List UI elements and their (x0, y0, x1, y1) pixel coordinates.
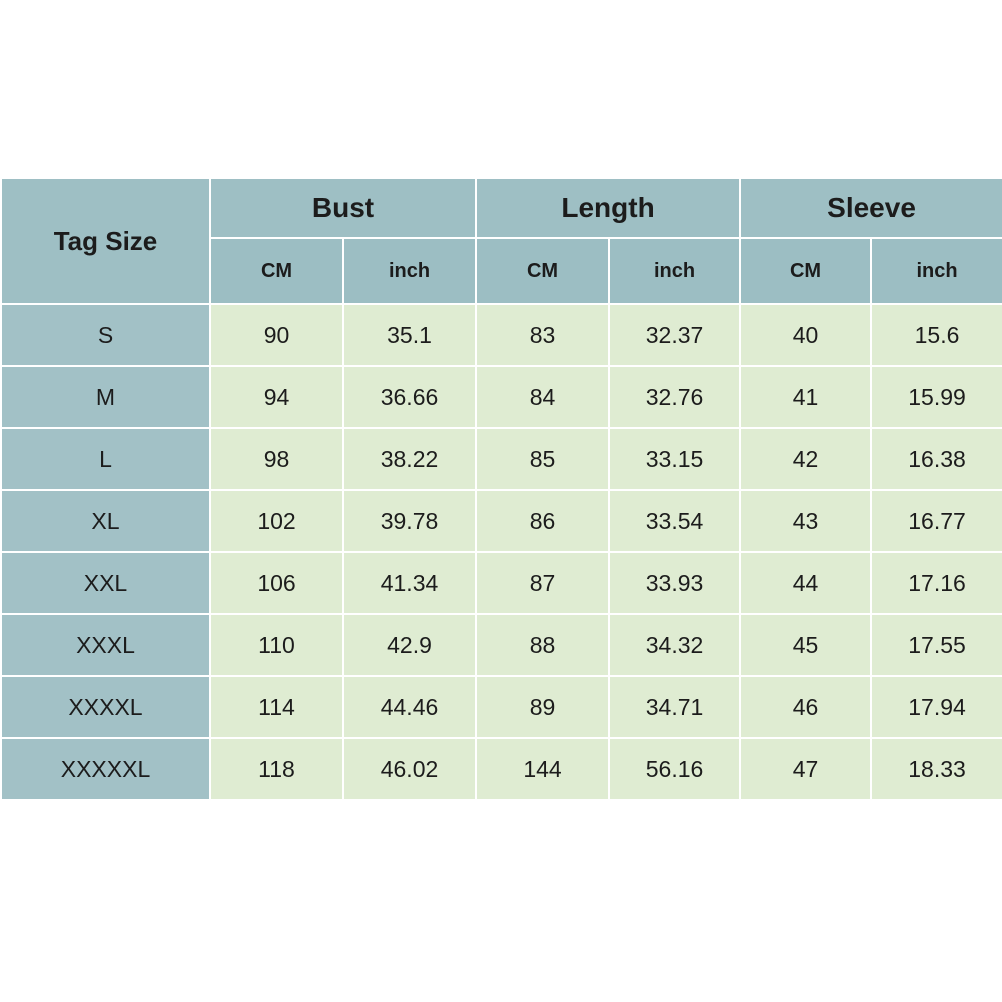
cell-sleeve-inch: 17.94 (871, 676, 1002, 738)
cell-length-inch: 33.15 (609, 428, 740, 490)
cell-sleeve-inch: 15.99 (871, 366, 1002, 428)
cell-bust-cm: 90 (210, 304, 343, 366)
table-row (1, 490, 1002, 552)
cell-bust-inch: 39.78 (343, 490, 476, 552)
cell-bust-inch: 35.1 (343, 304, 476, 366)
cell-sleeve-inch: 17.55 (871, 614, 1002, 676)
cell-bust-cm: 98 (210, 428, 343, 490)
cell-sleeve-cm: 42 (740, 428, 871, 490)
table-row (1, 366, 1002, 428)
cell-bust-cm: 106 (210, 552, 343, 614)
cell-bust-inch: 46.02 (343, 738, 476, 800)
table-row (1, 614, 1002, 676)
cell-bust-cm: 102 (210, 490, 343, 552)
cell-bust-cm: 94 (210, 366, 343, 428)
table-row (1, 304, 1002, 366)
group-header-length: Length (476, 178, 740, 238)
cell-length-cm: 86 (476, 490, 609, 552)
cell-bust-cm: 118 (210, 738, 343, 800)
cell-bust-inch: 36.66 (343, 366, 476, 428)
cell-sleeve-inch: 16.38 (871, 428, 1002, 490)
size-chart-container (0, 177, 1002, 801)
unit-header-sleeve-inch: inch (871, 238, 1002, 304)
cell-length-cm: 89 (476, 676, 609, 738)
cell-length-cm: 87 (476, 552, 609, 614)
row-size-label: M (1, 366, 210, 428)
row-size-label: S (1, 304, 210, 366)
table-row (1, 428, 1002, 490)
cell-sleeve-inch: 18.33 (871, 738, 1002, 800)
cell-bust-inch: 42.9 (343, 614, 476, 676)
cell-length-inch: 56.16 (609, 738, 740, 800)
cell-sleeve-cm: 43 (740, 490, 871, 552)
cell-length-inch: 33.54 (609, 490, 740, 552)
cell-length-inch: 33.93 (609, 552, 740, 614)
cell-length-inch: 32.37 (609, 304, 740, 366)
cell-length-cm: 144 (476, 738, 609, 800)
unit-header-bust-inch: inch (343, 238, 476, 304)
cell-length-inch: 32.76 (609, 366, 740, 428)
row-size-label: XXXXXL (1, 738, 210, 800)
cell-length-cm: 88 (476, 614, 609, 676)
cell-sleeve-cm: 46 (740, 676, 871, 738)
cell-bust-cm: 114 (210, 676, 343, 738)
row-size-label: XXXXL (1, 676, 210, 738)
table-row (1, 738, 1002, 800)
cell-length-cm: 83 (476, 304, 609, 366)
unit-header-bust-cm: CM (210, 238, 343, 304)
cell-bust-inch: 44.46 (343, 676, 476, 738)
tag-size-header: Tag Size (1, 178, 210, 304)
cell-sleeve-cm: 45 (740, 614, 871, 676)
unit-header-length-inch: inch (609, 238, 740, 304)
cell-bust-inch: 41.34 (343, 552, 476, 614)
cell-sleeve-cm: 44 (740, 552, 871, 614)
cell-bust-cm: 110 (210, 614, 343, 676)
group-header-bust: Bust (210, 178, 476, 238)
cell-length-inch: 34.71 (609, 676, 740, 738)
cell-length-cm: 84 (476, 366, 609, 428)
size-chart-table (0, 177, 1002, 801)
unit-header-length-cm: CM (476, 238, 609, 304)
table-row (1, 552, 1002, 614)
group-header-sleeve: Sleeve (740, 178, 1002, 238)
cell-bust-inch: 38.22 (343, 428, 476, 490)
row-size-label: L (1, 428, 210, 490)
cell-sleeve-cm: 41 (740, 366, 871, 428)
cell-sleeve-inch: 15.6 (871, 304, 1002, 366)
table-header-row-groups (1, 178, 1002, 238)
row-size-label: XXXL (1, 614, 210, 676)
row-size-label: XXL (1, 552, 210, 614)
unit-header-sleeve-cm: CM (740, 238, 871, 304)
row-size-label: XL (1, 490, 210, 552)
cell-length-cm: 85 (476, 428, 609, 490)
cell-sleeve-inch: 16.77 (871, 490, 1002, 552)
table-row (1, 676, 1002, 738)
cell-length-inch: 34.32 (609, 614, 740, 676)
cell-sleeve-inch: 17.16 (871, 552, 1002, 614)
cell-sleeve-cm: 47 (740, 738, 871, 800)
cell-sleeve-cm: 40 (740, 304, 871, 366)
